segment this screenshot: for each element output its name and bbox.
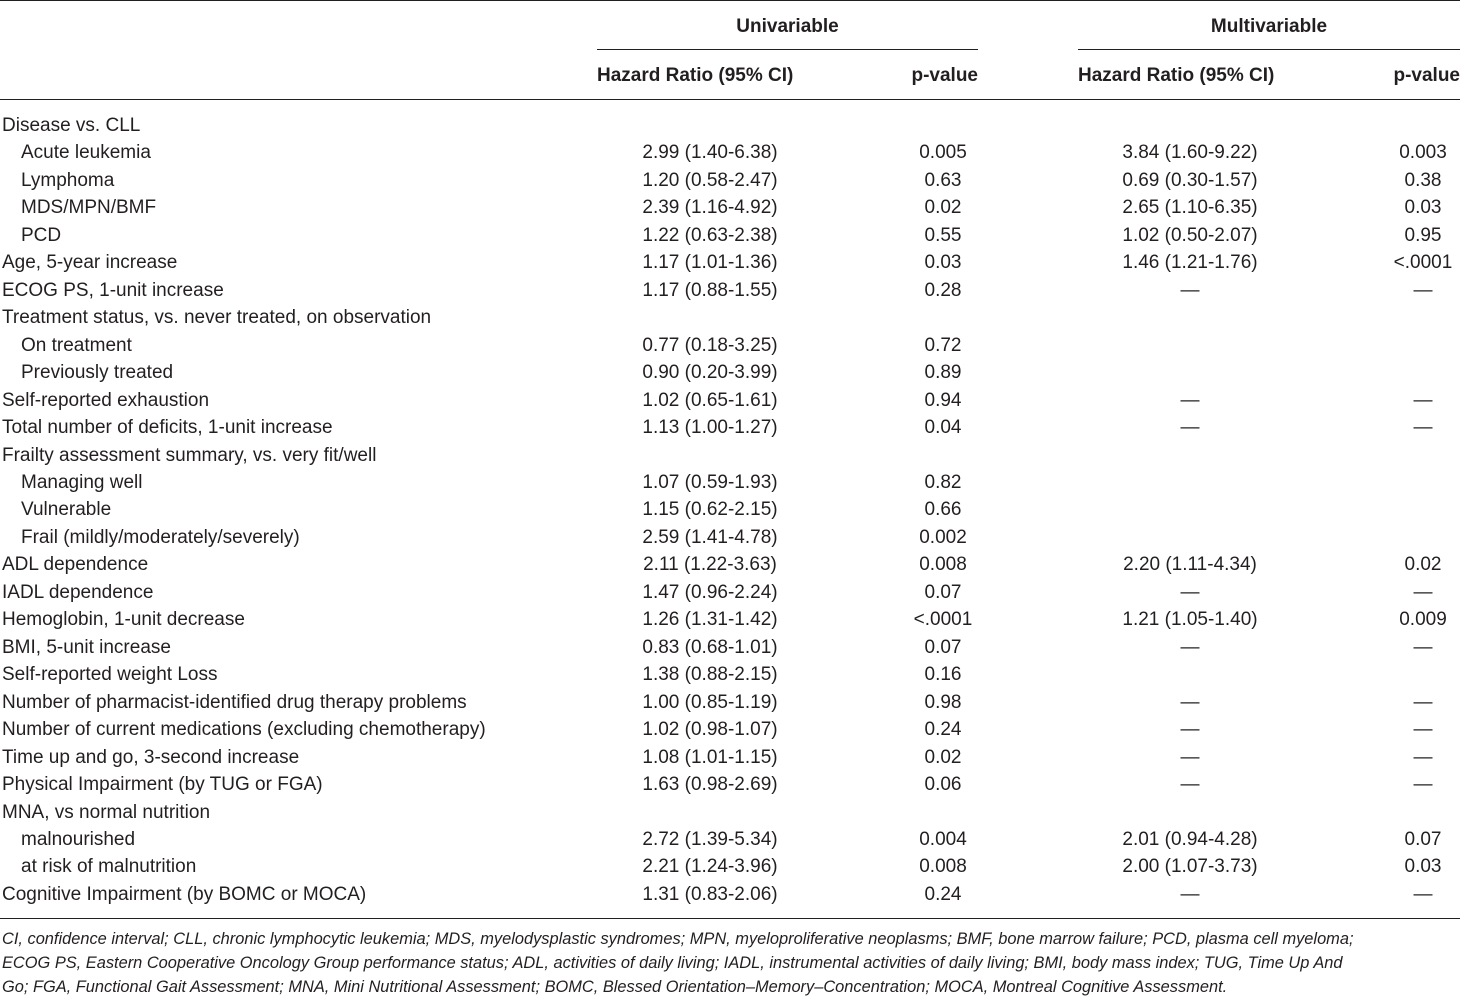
uni-hazard-ratio-cell: 2.11 (1.22-3.63) (643, 554, 777, 576)
uni-p-value-cell: 0.06 (924, 774, 962, 796)
row-label: Hemoglobin, 1-unit decrease (2, 609, 245, 631)
uni-hazard-ratio-cell: 1.07 (0.59-1.93) (642, 471, 778, 493)
uni-p-value-cell: 0.66 (924, 499, 962, 521)
row-label: Cognitive Impairment (by BOMC or MOCA) (2, 883, 367, 905)
table-row (0, 112, 1460, 140)
row-label: Acute leukemia (21, 142, 151, 164)
multi-hazard-ratio-cell: — (1180, 774, 1200, 796)
table-subrow (0, 359, 1460, 387)
footnote-line: CI, confidence interval; CLL, chronic lymphocytic leukemia; MDS, myelodysplastic syndromes; MPN, myeloproliferative neoplasms; BMF, bone marrow failure; PCD, plasma cell myeloma; (2, 930, 1354, 948)
uni-p-value-cell: 0.03 (924, 252, 962, 274)
uni-hazard-ratio-cell: 1.15 (0.62-2.15) (642, 499, 778, 521)
table-subrow (0, 826, 1460, 854)
uni-p-value-cell: 0.002 (919, 526, 967, 548)
multi-hazard-ratio-cell: — (1180, 417, 1200, 439)
uni-hazard-ratio-cell: 2.59 (1.41-4.78) (642, 526, 778, 548)
row-label: PCD (21, 224, 62, 246)
uni-hazard-ratio-cell: 1.02 (0.98-1.07) (642, 719, 778, 741)
multi-hazard-ratio-cell: 2.00 (1.07-3.73) (1122, 856, 1258, 878)
multi-p-value-cell: — (1413, 636, 1433, 658)
multi-p-value-cell: 0.95 (1404, 224, 1442, 246)
table-row (0, 414, 1460, 442)
table-row (0, 304, 1460, 332)
multi-p-value-cell: — (1413, 691, 1433, 713)
row-label: Treatment status, vs. never treated, on observation (2, 307, 432, 329)
uni-p-value-cell: 0.24 (924, 719, 962, 741)
table-bottom-rule (0, 918, 1460, 919)
uni-p-value-cell: 0.55 (924, 224, 962, 246)
row-label: Disease vs. CLL (2, 115, 141, 136)
table-row (0, 881, 1460, 909)
multi-p-value-cell: 0.003 (1399, 142, 1447, 164)
row-label: Physical Impairment (by TUG or FGA) (2, 774, 323, 796)
table-row (0, 634, 1460, 662)
uni-p-value-cell: 0.004 (919, 828, 967, 850)
multi-hazard-ratio-cell: — (1180, 636, 1200, 658)
multi-p-value-cell: 0.009 (1399, 609, 1447, 631)
row-label: MDS/MPN/BMF (21, 197, 157, 219)
uni-hazard-ratio-cell: 1.02 (0.65-1.61) (642, 389, 778, 411)
footnote-line: ECOG PS, Eastern Cooperative Oncology Group performance status; ADL, activities of daily living; IADL, instrumental activities of daily living; BMI, body mass index; TUG, Time Up And (2, 954, 1343, 972)
uni-hazard-ratio-cell: 1.31 (0.83-2.06) (642, 883, 778, 905)
table-row (0, 716, 1460, 744)
uni-p-value-cell: 0.008 (919, 554, 967, 576)
multi-p-value-cell: — (1413, 774, 1433, 796)
row-label: ECOG PS, 1-unit increase (2, 279, 224, 301)
uni-p-value-cell: 0.94 (924, 389, 962, 411)
uni-p-value-cell: 0.02 (924, 197, 962, 219)
multi-hazard-ratio-cell: 1.46 (1.21-1.76) (1122, 252, 1258, 274)
uni-hazard-ratio-cell: 1.38 (0.88-2.15) (642, 664, 778, 686)
uni-hazard-ratio-cell: 1.63 (0.98-2.69) (642, 774, 778, 796)
uni-p-value-cell: 0.24 (924, 883, 962, 905)
multivariable-header: Multivariable (1210, 16, 1328, 37)
row-label: Lymphoma (21, 169, 115, 191)
table-subrow (0, 524, 1460, 552)
uni-hazard-ratio-cell: 0.83 (0.68-1.01) (642, 636, 778, 658)
uni-hazard-ratio-cell: 1.00 (0.85-1.19) (642, 691, 778, 713)
uni-p-value-cell: 0.02 (924, 746, 962, 768)
row-label: Total number of deficits, 1-unit increase (2, 417, 333, 439)
row-label: Frail (mildly/moderately/severely) (21, 526, 300, 548)
row-label: Managing well (21, 471, 143, 493)
table-row (0, 661, 1460, 689)
multi-p-value-cell: 0.07 (1404, 828, 1442, 850)
table-subrow (0, 496, 1460, 524)
row-label: Age, 5-year increase (2, 252, 178, 274)
multi-p-value-cell: — (1413, 279, 1433, 301)
row-label: BMI, 5-unit increase (2, 636, 171, 658)
univariable-header: Univariable (736, 16, 839, 37)
multi-hazard-ratio-cell: — (1180, 279, 1200, 301)
univariable-underline (597, 49, 978, 50)
multi-p-value-cell: 0.38 (1404, 169, 1442, 191)
multi-hazard-ratio-cell: 2.01 (0.94-4.28) (1122, 828, 1258, 850)
uni-hazard-ratio-cell: 0.90 (0.20-3.99) (642, 362, 778, 384)
table-row (0, 277, 1460, 305)
uni-hazard-ratio-cell: 1.47 (0.96-2.24) (642, 581, 778, 603)
multi-p-value-cell: — (1413, 746, 1433, 768)
table-subrow (0, 222, 1460, 250)
row-label: IADL dependence (2, 581, 154, 603)
multi-hazard-ratio-cell: — (1180, 691, 1200, 713)
table-row (0, 387, 1460, 415)
row-label: Self-reported weight Loss (2, 664, 218, 686)
multi-p-value-cell: 0.02 (1404, 554, 1442, 576)
row-label: Vulnerable (21, 499, 112, 521)
table-subrow (0, 167, 1460, 195)
multi-hazard-ratio-cell: — (1180, 389, 1200, 411)
multi-p-value-cell: <.0001 (1393, 252, 1453, 274)
col-header-multi-hr: Hazard Ratio (95% CI) (1078, 65, 1275, 86)
row-label: Frailty assessment summary, vs. very fit/well (2, 444, 377, 466)
uni-p-value-cell: 0.82 (924, 471, 962, 493)
footnote (2, 927, 1460, 999)
table-subrow (0, 332, 1460, 360)
uni-hazard-ratio-cell: 1.20 (0.58-2.47) (642, 169, 778, 191)
multi-hazard-ratio-cell: 2.65 (1.10-6.35) (1122, 197, 1258, 219)
row-label: Previously treated (21, 362, 174, 384)
uni-p-value-cell: 0.07 (924, 636, 962, 658)
uni-p-value-cell: 0.008 (919, 856, 967, 878)
table-subrow (0, 469, 1460, 497)
uni-hazard-ratio-cell: 0.77 (0.18-3.25) (642, 334, 778, 356)
header-bottom-rule (0, 99, 1460, 100)
uni-hazard-ratio-cell: 2.99 (1.40-6.38) (642, 142, 778, 164)
table-row (0, 799, 1460, 827)
table-row (0, 606, 1460, 634)
multi-p-value-cell: — (1413, 883, 1433, 905)
table-top-rule (0, 0, 1460, 1)
table-subrow (0, 139, 1460, 167)
table-row (0, 551, 1460, 579)
table-row (0, 249, 1460, 277)
uni-p-value-cell: 0.04 (924, 417, 962, 439)
uni-p-value-cell: 0.89 (924, 362, 962, 384)
uni-p-value-cell: 0.28 (924, 279, 962, 301)
table-row (0, 442, 1460, 470)
row-label: Number of current medications (excluding chemotherapy) (2, 719, 486, 741)
multi-hazard-ratio-cell: 0.69 (0.30-1.57) (1122, 169, 1258, 191)
multi-hazard-ratio-cell: 1.02 (0.50-2.07) (1122, 224, 1258, 246)
multi-hazard-ratio-cell: 2.20 (1.11-4.34) (1123, 554, 1257, 576)
multi-p-value-cell: — (1413, 581, 1433, 603)
uni-p-value-cell: 0.63 (924, 169, 962, 191)
uni-hazard-ratio-cell: 1.13 (1.00-1.27) (642, 417, 778, 439)
uni-p-value-cell: 0.005 (919, 142, 967, 164)
multi-hazard-ratio-cell: — (1180, 746, 1200, 768)
multi-hazard-ratio-cell: 3.84 (1.60-9.22) (1122, 142, 1258, 164)
multi-p-value-cell: — (1413, 389, 1433, 411)
uni-hazard-ratio-cell: 1.08 (1.01-1.15) (642, 746, 778, 768)
row-label: Number of pharmacist-identified drug therapy problems (2, 691, 467, 713)
uni-hazard-ratio-cell: 1.17 (0.88-1.55) (642, 279, 778, 301)
uni-hazard-ratio-cell: 1.17 (1.01-1.36) (642, 252, 778, 274)
multi-hazard-ratio-cell: — (1180, 883, 1200, 905)
footnote-line: Go; FGA, Functional Gait Assessment; MNA, Mini Nutritional Assessment; BOMC, Blessed Orientation–Memory–Concentration; MOCA, Montreal Cognitive Assessment. (2, 978, 1228, 996)
col-header-uni-p: p-value (911, 65, 978, 86)
uni-hazard-ratio-cell: 2.39 (1.16-4.92) (642, 197, 778, 219)
uni-p-value-cell: 0.16 (924, 664, 962, 686)
multi-hazard-ratio-cell: 1.21 (1.05-1.40) (1122, 609, 1258, 631)
multi-p-value-cell: — (1413, 719, 1433, 741)
row-label: at risk of malnutrition (21, 856, 197, 878)
uni-p-value-cell: 0.98 (924, 691, 962, 713)
table-row (0, 744, 1460, 772)
col-header-uni-hr: Hazard Ratio (95% CI) (597, 65, 794, 86)
multivariable-underline (1078, 49, 1460, 50)
multi-hazard-ratio-cell: — (1180, 581, 1200, 603)
multi-p-value-cell: 0.03 (1404, 197, 1442, 219)
uni-p-value-cell: 0.07 (924, 581, 962, 603)
row-label: On treatment (21, 334, 132, 356)
multi-hazard-ratio-cell: — (1180, 719, 1200, 741)
row-label: ADL dependence (2, 554, 149, 576)
multi-p-value-cell: 0.03 (1404, 856, 1442, 878)
uni-hazard-ratio-cell: 2.21 (1.24-3.96) (642, 856, 778, 878)
table-row (0, 689, 1460, 717)
row-label: malnourished (21, 828, 136, 850)
uni-p-value-cell: <.0001 (913, 609, 973, 631)
table-subrow (0, 853, 1460, 881)
table-row (0, 771, 1460, 799)
table-subrow (0, 194, 1460, 222)
multi-p-value-cell: — (1413, 417, 1433, 439)
row-label: Time up and go, 3-second increase (2, 746, 300, 768)
uni-hazard-ratio-cell: 2.72 (1.39-5.34) (642, 828, 778, 850)
uni-hazard-ratio-cell: 1.22 (0.63-2.38) (642, 224, 778, 246)
col-header-multi-p: p-value (1393, 65, 1460, 86)
uni-hazard-ratio-cell: 1.26 (1.31-1.42) (642, 609, 778, 631)
row-label: MNA, vs normal nutrition (2, 801, 211, 823)
row-label: Self-reported exhaustion (2, 389, 210, 411)
uni-p-value-cell: 0.72 (924, 334, 962, 356)
table-row (0, 579, 1460, 607)
